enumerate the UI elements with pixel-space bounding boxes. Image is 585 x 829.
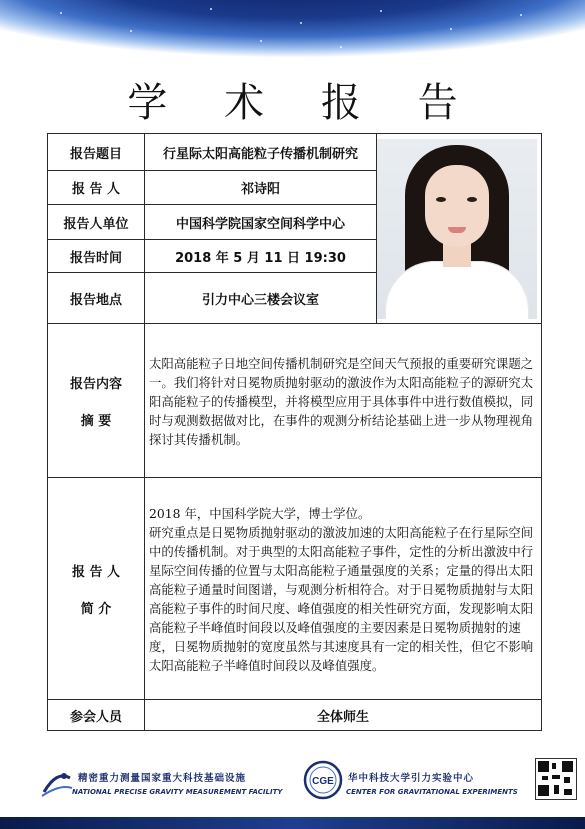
abstract-label <box>48 324 145 478</box>
abstract-cell <box>145 324 542 478</box>
affiliation-value: 中国科学院国家空间科学中心 <box>145 205 377 240</box>
org2-english-name: CENTER FOR GRAVITATIONAL EXPERIMENTS <box>346 788 518 796</box>
place-value: 引力中心三楼会议室 <box>145 273 377 324</box>
attendees-label: 参会人员 <box>48 700 145 731</box>
bio-label-line2: 简 介 <box>80 601 112 617</box>
attendees-value: 全体师生 <box>145 700 542 731</box>
header-banner <box>0 0 585 78</box>
gravity-facility-logo-icon <box>40 766 74 800</box>
abstract-label-line2: 摘 要 <box>80 413 112 429</box>
speaker-label: 报 告 人 <box>48 171 145 205</box>
speaker-photo <box>377 139 537 319</box>
time-value: 2018 年 5 月 11 日 19:30 <box>145 240 377 273</box>
affiliation-label: 报告人单位 <box>48 205 145 240</box>
bio-label-line1: 报 告 人 <box>71 564 121 580</box>
report-table <box>47 133 542 731</box>
bio-degree-line: 2018 年，中国科学院大学，博士学位。 <box>149 506 371 521</box>
qr-code <box>535 758 577 800</box>
cge-logo-icon <box>303 760 343 800</box>
org2-chinese-name: 华中科技大学引力实验中心 <box>348 773 475 784</box>
topic-value: 行星际太阳高能粒子传播机制研究 <box>145 134 377 171</box>
abstract-text: 太阳高能粒子日地空间传播机制研究是空间天气预报的重要研究课题之一。我们将针对日冕物质抛射驱动的激波作为太阳高能粒子的源研究太阳高能粒子的传播模型，并将模型应用于具体事件中进行数值模拟，同时与观测数据做对比，在事件的观测分析结论基础上进一步从物理视角探讨其传播机制。 <box>149 356 534 447</box>
cge-logo-text: CGE <box>312 776 334 787</box>
org1-chinese-name: 精密重力测量国家重大科技基础设施 <box>78 773 247 784</box>
page-title: 学 术 报 告 <box>127 80 480 126</box>
bio-label <box>48 478 145 700</box>
footer-bar <box>0 817 585 829</box>
org1-english-name: NATIONAL PRECISE GRAVITY MEASUREMENT FACILITY <box>72 788 283 796</box>
speaker-value: 祁诗阳 <box>145 171 377 205</box>
bio-body-text: 研究重点是日冕物质抛射驱动的激波加速的太阳高能粒子在行星际空间中的传播机制。对于典型的太阳高能粒子事件，定性的分析出激波中行星际空间传播的位置与太阳高能粒子通量强度的关系；定量的得出太阳高能粒子通量时间图谱，与观测分析相符合。对于日冕物质抛射与太阳高能粒子事件的时间尺度、峰值强度的相关性研究方面，发现影响太阳高能粒子半峰值时间段以及峰值强度的主要因素是日冕物质抛射的速度，日冕物质抛射的宽度虽然与其速度具有一定的相关性，但它不影响太阳高能粒子半峰值时间段以及峰值强度。 <box>149 525 534 673</box>
topic-label: 报告题目 <box>48 134 145 171</box>
place-label: 报告地点 <box>48 273 145 324</box>
bio-cell <box>145 478 542 700</box>
footer <box>0 748 585 829</box>
speaker-photo-cell <box>377 134 542 324</box>
abstract-label-line1: 报告内容 <box>69 376 122 392</box>
time-label: 报告时间 <box>48 240 145 273</box>
